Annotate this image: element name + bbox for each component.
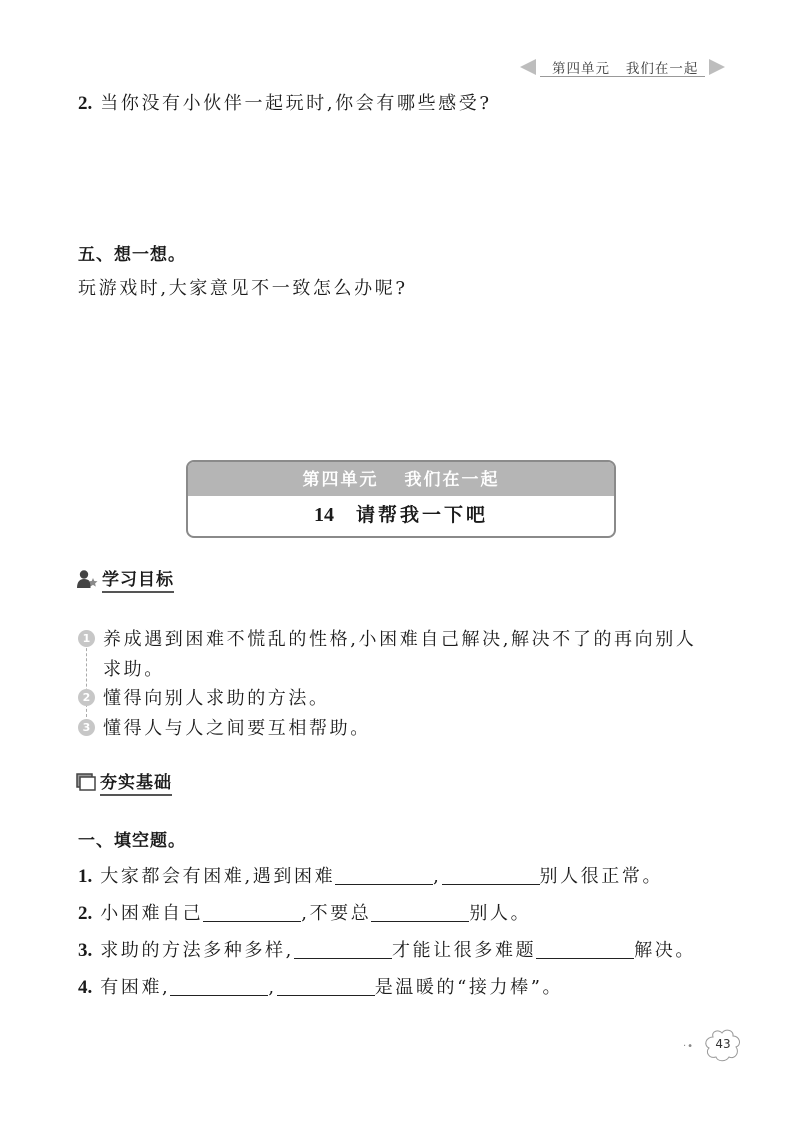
section-5-question: 玩游戏时,大家意见不一致怎么办呢? — [78, 278, 408, 299]
objective-1 — [78, 625, 696, 651]
banner-unit-label: 第四单元 — [302, 470, 379, 490]
page-number: 43 — [715, 1037, 731, 1051]
objective-2 — [78, 684, 330, 710]
lesson-number: 14 — [313, 504, 334, 526]
objectives-label-text: 学习目标 — [102, 565, 174, 593]
question-text: 才能让很多难题 — [391, 940, 537, 961]
objective-number-badge: 1 — [78, 630, 95, 647]
answer-blank[interactable] — [371, 903, 469, 922]
objective-1-continued: 求助。 — [103, 659, 165, 680]
header-rule — [540, 76, 705, 77]
answer-blank[interactable] — [170, 977, 268, 996]
prev-question-2 — [78, 89, 492, 115]
objectives-label — [76, 565, 174, 593]
answer-blank[interactable] — [442, 866, 540, 885]
learner-star-icon — [76, 569, 98, 589]
page-dots: ·• — [683, 1041, 695, 1052]
page-number-badge — [703, 1028, 743, 1062]
fill-question-2 — [78, 899, 531, 925]
question-text: ,不要总 — [301, 903, 372, 924]
objective-number-badge: 3 — [78, 719, 95, 736]
question-text: 别人。 — [469, 903, 532, 924]
banner-unit — [188, 462, 614, 496]
lesson-banner — [186, 460, 616, 538]
triangle-left-icon — [520, 59, 536, 75]
question-text: , — [433, 866, 442, 887]
question-text: 是温暖的“接力棒”。 — [374, 977, 564, 998]
answer-blank[interactable] — [294, 940, 392, 959]
answer-blank[interactable] — [335, 866, 433, 885]
question-text: 小困难自己 — [100, 903, 204, 924]
objective-number-badge: 2 — [78, 689, 95, 706]
question-number: 2. — [78, 903, 93, 924]
objective-text: 养成遇到困难不慌乱的性格,小困难自己解决,解决不了的再向别人 — [103, 629, 697, 650]
running-header — [520, 55, 725, 79]
objective-text: 懂得人与人之间要互相帮助。 — [103, 718, 371, 739]
question-number: 4. — [78, 977, 93, 998]
question-text: 有困难, — [100, 977, 171, 998]
basics-label-text: 夯实基础 — [100, 768, 172, 796]
question-text: 大家都会有困难,遇到困难 — [100, 866, 336, 887]
fill-question-1 — [78, 862, 663, 888]
question-number: 3. — [78, 940, 93, 961]
answer-blank[interactable] — [203, 903, 301, 922]
question-text: 当你没有小伙伴一起玩时,你会有哪些感受? — [100, 93, 492, 114]
banner-unit-title: 我们在一起 — [404, 470, 500, 490]
basics-label — [76, 768, 172, 796]
objective-text: 懂得向别人求助的方法。 — [103, 688, 330, 709]
banner-lesson — [188, 496, 614, 534]
fill-question-4 — [78, 973, 563, 999]
answer-blank[interactable] — [277, 977, 375, 996]
triangle-right-icon — [709, 59, 725, 75]
question-text: 解决。 — [634, 940, 696, 961]
running-header-text — [552, 57, 698, 77]
question-number: 1. — [78, 866, 93, 887]
header-unit-title: 我们在一起 — [625, 61, 699, 77]
book-icon — [76, 773, 96, 791]
answer-blank[interactable] — [536, 940, 634, 959]
question-number: 2. — [78, 93, 93, 114]
fill-question-3 — [78, 936, 696, 962]
section-1-title: 一、填空题。 — [78, 831, 186, 851]
objective-3 — [78, 714, 371, 740]
section-5-title: 五、想一想。 — [78, 245, 186, 265]
question-text: 求助的方法多种多样, — [100, 940, 294, 961]
header-unit: 第四单元 — [552, 61, 610, 77]
question-text: 别人很正常。 — [539, 866, 664, 887]
lesson-title: 请帮我一下吧 — [355, 504, 488, 526]
question-text: , — [268, 977, 277, 998]
